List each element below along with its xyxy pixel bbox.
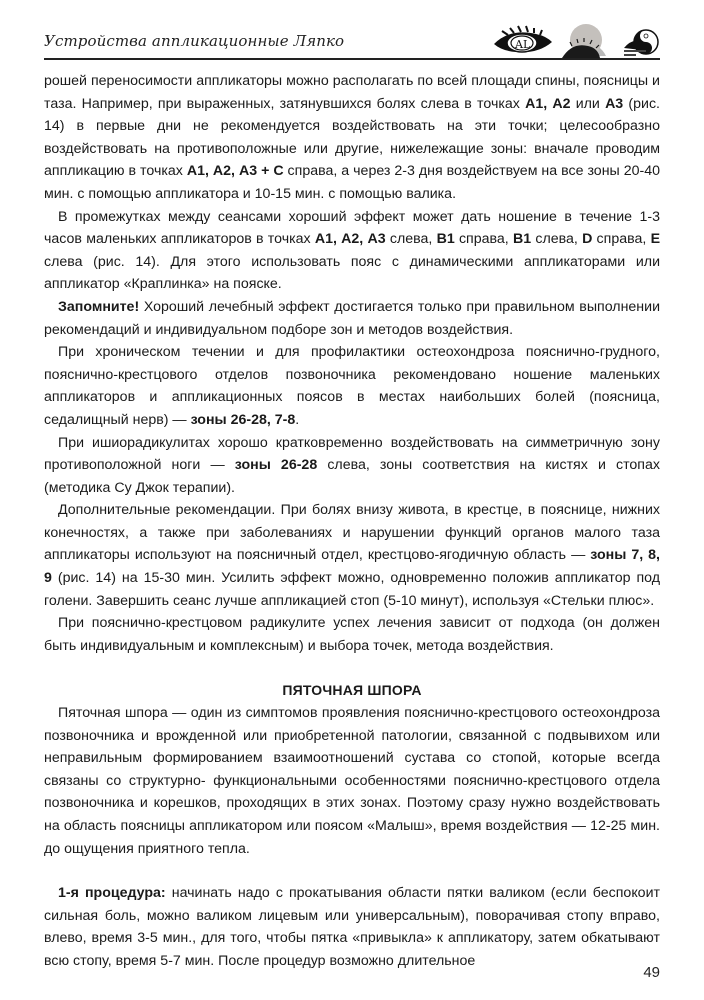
paragraph: Дополнительные рекомендации. При болях внизу живота, в крестце, в пояснице, нижних конечностях, а также при заболеваниях и нарушении функций органов малого таза аппликаторы используют на поясничный отдел, крестцово-ягодичную область — зоны 7, 8, 9 (рис. 14) на 15-30 мин. Усилить эффект можно, одновременно положив аппликатор под голени. Завершить сеанс лучше аппликацией стоп (5-10 минут), используя «Стельки плюс».: [44, 502, 660, 609]
svg-text:AL: AL: [515, 38, 531, 51]
yin-yang-logo-icon: [624, 30, 658, 56]
running-header-title: Устройства аппликационные Ляпко: [44, 32, 345, 50]
page-number: 49: [643, 964, 660, 981]
header-divider: [44, 58, 660, 60]
page-body: [44, 70, 660, 973]
paragraph: рошей переносимости аппликаторы можно располагать по всей площади спины, поясницы и таза. Например, при выраженных, затянувшихся болях слева в точках А1, А2 или А3 (рис. 14) в первые дни не рекомендуется воздействовать на эти точки; целесообразно воздействовать на противоположные или другие, нижележащие зоны: вначале проводим аппликацию в точках А1, А2, А3 + С справа, а через 2-3 дня воздействуем на все зоны 20-40 мин. с помощью аппликатора и 10-15 мин. с помощью валика.: [44, 73, 660, 202]
section-heading: ПЯТОЧНАЯ ШПОРА: [282, 682, 422, 699]
hedgehog-sun-logo-icon: [562, 24, 606, 58]
brand-logos-icon: [488, 20, 660, 60]
paragraph: При хроническом течении и для профилактики остеохондроза пояснично-грудного, пояснично-крестцового отделов позвоночника рекомендовано ношение маленьких аппликаторов и аппликационных поясов в местах наибольших болей (поясница, седалищный нерв) — зоны 26-28, 7-8.: [44, 344, 660, 428]
paragraph: В промежутках между сеансами хороший эффект может дать ношение в течение 1-3 часов маленьких аппликаторов в точках А1, А2, А3 слева, В1 справа, В1 слева, D справа, Е слева (рис. 14). Для этого использовать пояс с динамическими аппликаторами или аппликатор «Краплинка» на пояске.: [44, 208, 661, 293]
header-logos: [488, 20, 660, 60]
paragraph: При пояснично-крестцовом радикулите успех лечения зависит от подхода (он должен быть индивидуальным и комплексным) и выбора точек, метода воздействия.: [44, 615, 660, 654]
paragraph-note: Запомните! Хороший лечебный эффект достигается только при правильном выполнении рекомендаций и индивидуальном подборе зон и методов воздействия.: [44, 298, 660, 338]
spacer: [44, 860, 660, 882]
section-paragraph-procedure: 1-я процедура: начинать надо с прокатывания области пятки валиком (если беспокоит сильная боль, можно валиком лицевым или универсальным), поворачивая стопу вправо, влево, время 3-5 мин., для того, чтобы пятка «привыкла» к аппликатору, затем обкатывают всю стопу, время 5-7 мин. После процедур возможно длительное: [44, 885, 661, 969]
running-header: [44, 20, 660, 56]
section-paragraph: Пяточная шпора — один из симптомов проявления пояснично-крестцового остеохондроза позвоночника и врожденной или приобретенной патологии, связанной с подвывихом или неправильным формированием взаимоотношений сустава со стопой, которые всегда связаны со структурно- функциональными особенностями пояснично-крестцового отдела позвоночника и корешков, проходящих в этих зонах. Поэтому сразу нужно воздействовать на область поясницы аппликатором или поясом «Малыш», время воздействия — 12-25 мин. до ощущения приятного тепла.: [44, 705, 660, 857]
eye-logo-icon: [494, 26, 552, 52]
paragraph: При ишиорадикулитах хорошо кратковременно воздействовать на симметричную зону противоположной ноги — зоны 26-28 слева, зоны соответствия на кистях и стопах (методика Су Джок терапии).: [44, 434, 660, 496]
